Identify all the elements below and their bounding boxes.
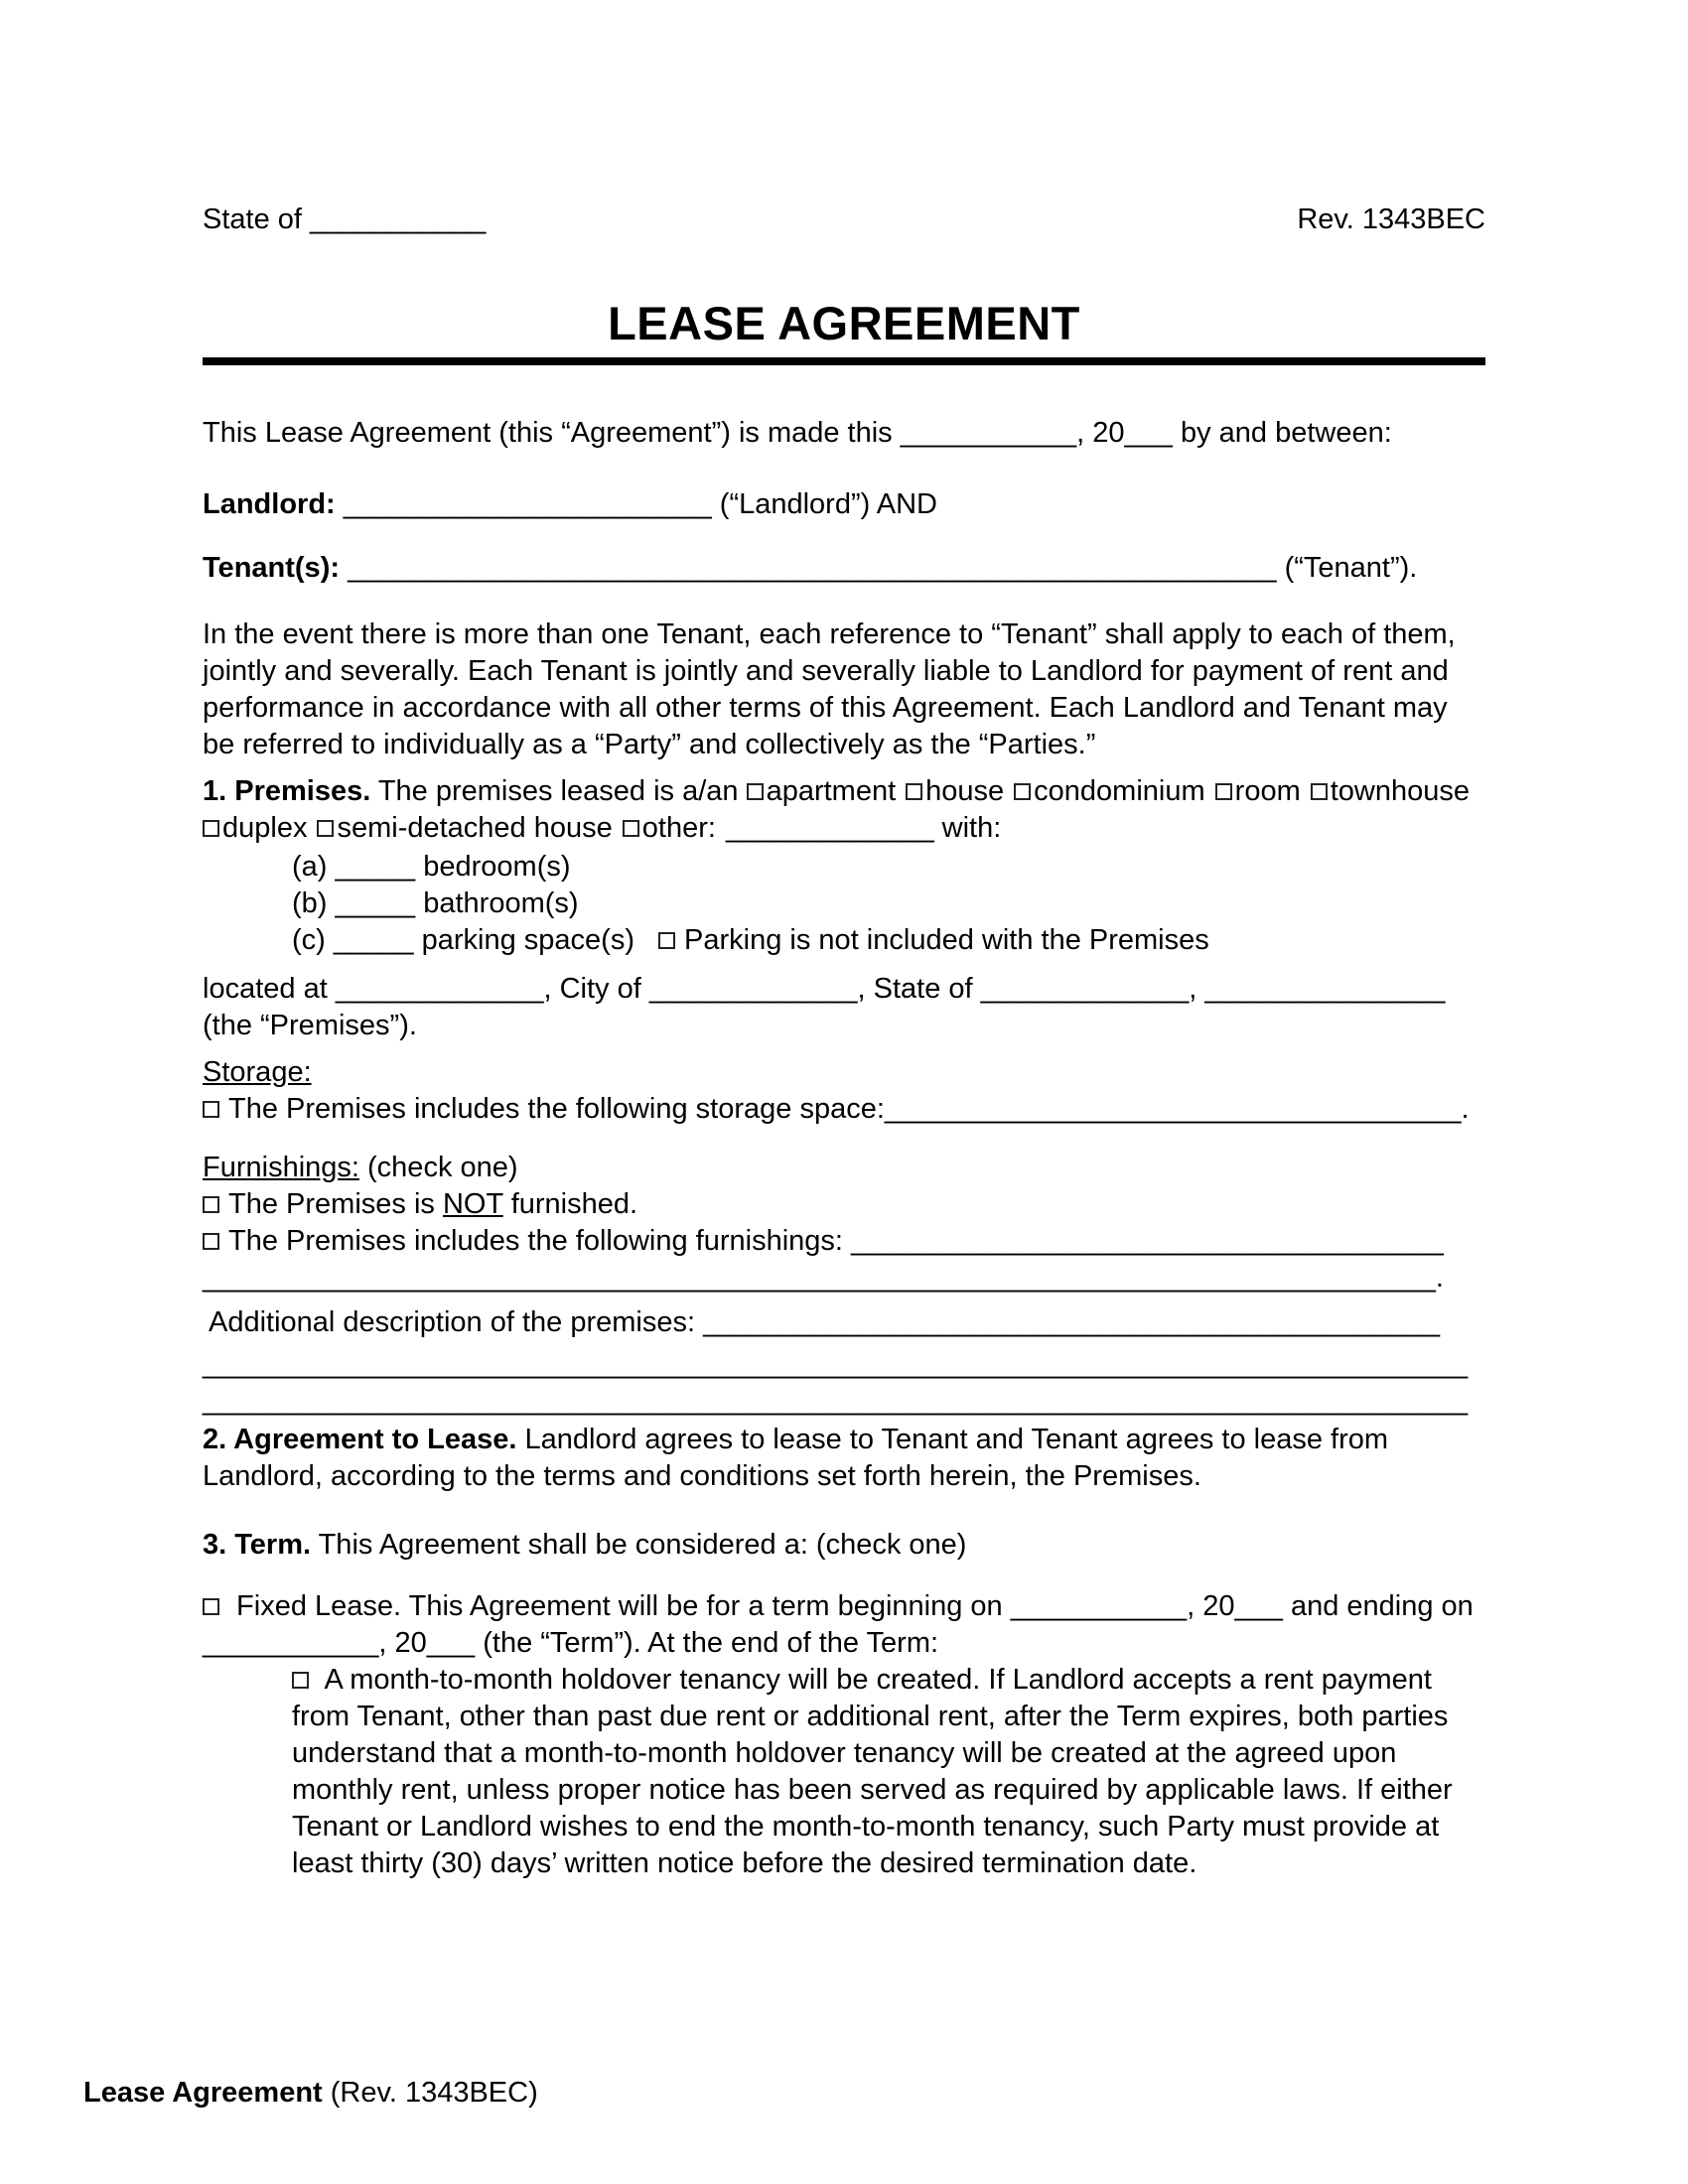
page-header: [203, 202, 1485, 238]
footer-revision: (Rev. 1343BEC): [322, 2077, 538, 2109]
not-furnished-pre: The Premises is: [228, 1188, 443, 1220]
checkbox-not-furnished-icon[interactable]: [203, 1196, 219, 1213]
joint-liability-paragraph: In the event there is more than one Tenant, each reference to “Tenant” shall apply to each of them, jointly and severally. Each Tenant is jointly and severally liable to Landlord for payment of rent and performance in accordance with all other terms of this Agreement. Each Landlord and Tenant may be referred to individually as a “Party” and collectively as the “Parties.”: [203, 618, 1456, 760]
furnishings-heading-label: Furnishings:: [203, 1152, 359, 1183]
premises-defined-line: (the “Premises”).: [203, 1010, 417, 1041]
agreement-to-lease-section: [203, 1422, 1485, 1495]
revision-label: Rev. 1343BEC: [1297, 204, 1485, 235]
intro-paragraph: This Lease Agreement (this “Agreement”) is made this ___________, 20___ by and between:: [203, 417, 1392, 449]
option-label: room: [1234, 775, 1301, 807]
option-label: condominium: [1034, 775, 1205, 807]
bathrooms-row: [292, 886, 1485, 922]
checkbox-apartment-icon[interactable]: [747, 783, 764, 800]
checkbox-semi-detached-icon[interactable]: [317, 820, 334, 837]
checkbox-duplex-icon[interactable]: [203, 820, 219, 837]
checkbox-house-icon[interactable]: [906, 783, 922, 800]
additional-description-blank-line-3: _______________________________________________________________________________: [203, 1385, 1469, 1417]
option-townhouse: [1311, 775, 1470, 807]
tenant-line: [203, 550, 1485, 587]
additional-description-label: Additional description of the premises:: [209, 1306, 704, 1338]
option-label: other:: [641, 812, 716, 844]
footer-title: Lease Agreement: [83, 2077, 323, 2109]
item-prefix: (c): [292, 924, 326, 956]
includes-furnishings-text: The Premises includes the following furnishings:: [228, 1225, 852, 1257]
term-text: This Agreement shall be considered a: (check one): [311, 1529, 967, 1561]
additional-description-line: [203, 1304, 1485, 1341]
not-word: NOT: [442, 1188, 503, 1220]
storage-heading: [203, 1054, 1485, 1091]
checkbox-condominium-icon[interactable]: [1014, 783, 1031, 800]
checkbox-holdover-icon[interactable]: [292, 1672, 309, 1689]
option-house: [906, 775, 1004, 807]
with-label: with:: [933, 812, 1002, 844]
parking-row: [292, 922, 1485, 959]
landlord-line: [203, 486, 1485, 523]
agreement-to-lease-text: Landlord agrees to lease to Tenant and Tenant agrees to lease from Landlord, according to the terms and conditions set forth herein, the Premises.: [203, 1424, 1389, 1492]
tenant-name-blank: __________________________________________________________: [340, 552, 1285, 584]
option-label: house: [925, 775, 1005, 807]
holdover-tenancy-clause: [292, 1662, 1485, 1882]
holdover-text: A month-to-month holdover tenancy will be created. If Landlord accepts a rent payment from Tenant, other than past due rent or additional rent, after the Term expires, both parties understand that a month-to-month holdover tenancy will be created at the agreed upon monthly rent, unless proper notice has been served as required by applicable laws. If either Tenant or Landlord wishes to end the month-to-month tenancy, such Party must provide at least thirty (30) days’ written notice before the desired termination date.: [292, 1664, 1453, 1879]
title-rule: [203, 357, 1485, 365]
parking-not-included-label: Parking is not included with the Premises: [684, 924, 1209, 956]
bedrooms-blank: _____: [335, 851, 416, 883]
page-content: [203, 0, 1485, 1882]
checkbox-parking-not-included-icon[interactable]: [658, 932, 675, 949]
option-other: [623, 812, 716, 844]
storage-period: .: [1461, 1093, 1470, 1125]
tenant-suffix: (“Tenant”).: [1284, 552, 1418, 584]
storage-text: The Premises includes the following storage space:: [228, 1093, 885, 1125]
item-prefix: (a): [292, 851, 328, 883]
checkbox-includes-furnishings-icon[interactable]: [203, 1233, 219, 1250]
fixed-lease-text: Fixed Lease. This Agreement will be for a term beginning on ___________, 20___ and ending on ___________, 20___ (the “Term”). At the end of the Term:: [203, 1590, 1474, 1659]
premises-heading: 1. Premises.: [203, 775, 371, 807]
bathrooms-blank: _____: [335, 887, 416, 919]
not-furnished-line: [203, 1186, 1485, 1223]
option-semi-detached-house: [317, 812, 612, 844]
term-heading: 3. Term.: [203, 1529, 312, 1561]
furnishings-blank: _____________________________________: [851, 1225, 1444, 1257]
includes-furnishings-line: [203, 1223, 1485, 1260]
tenant-label: Tenant(s):: [203, 552, 341, 584]
storage-blank: ____________________________________: [884, 1093, 1462, 1125]
item-label: parking space(s): [421, 924, 634, 956]
agreement-to-lease-heading: 2. Agreement to Lease.: [203, 1424, 517, 1455]
not-furnished-post: furnished.: [502, 1188, 638, 1220]
bedrooms-row: [292, 849, 1485, 886]
option-label: duplex: [222, 812, 308, 844]
option-condominium: [1014, 775, 1204, 807]
term-section: [203, 1527, 1485, 1564]
fixed-lease-clause: [203, 1588, 1485, 1662]
state-of-line: State of ___________: [203, 204, 487, 235]
furnishings-heading: [203, 1150, 1485, 1186]
option-label: semi-detached house: [337, 812, 613, 844]
option-room: [1215, 775, 1301, 807]
premises-detail-list: [292, 849, 1485, 959]
furnishings-note: (check one): [358, 1152, 518, 1183]
landlord-suffix: (“Landlord”) AND: [719, 488, 937, 520]
storage-line: [203, 1091, 1485, 1128]
parking-blank: _____: [333, 924, 414, 956]
checkbox-townhouse-icon[interactable]: [1311, 783, 1328, 800]
other-blank: _____________: [725, 812, 934, 844]
checkbox-other-icon[interactable]: [623, 820, 639, 837]
landlord-label: Landlord:: [203, 488, 336, 520]
option-duplex: [203, 812, 307, 844]
premises-lead: The premises leased is a/an: [370, 775, 747, 807]
page-title: LEASE AGREEMENT: [608, 297, 1080, 349]
page-footer: [83, 2075, 538, 2112]
checkbox-fixed-lease-icon[interactable]: [203, 1598, 219, 1615]
checkbox-room-icon[interactable]: [1215, 783, 1232, 800]
item-label: bedroom(s): [423, 851, 571, 883]
additional-description-blank-line-2: _______________________________________________________________________________: [203, 1348, 1469, 1380]
located-at-line: located at _____________, City of _____________, State of _____________, _______________: [203, 973, 1446, 1005]
option-label: apartment: [766, 775, 897, 807]
furnishings-continuation-line: _____________________________________________________________________________.: [203, 1262, 1444, 1294]
option-apartment: [747, 775, 897, 807]
premises-section: [203, 773, 1485, 847]
additional-description-blank: ______________________________________________: [703, 1306, 1441, 1338]
option-label: townhouse: [1330, 775, 1471, 807]
landlord-name-blank: _______________________: [335, 488, 720, 520]
item-prefix: (b): [292, 887, 328, 919]
checkbox-storage-icon[interactable]: [203, 1101, 219, 1118]
item-label: bathroom(s): [423, 887, 579, 919]
storage-heading-label: Storage:: [203, 1056, 312, 1088]
